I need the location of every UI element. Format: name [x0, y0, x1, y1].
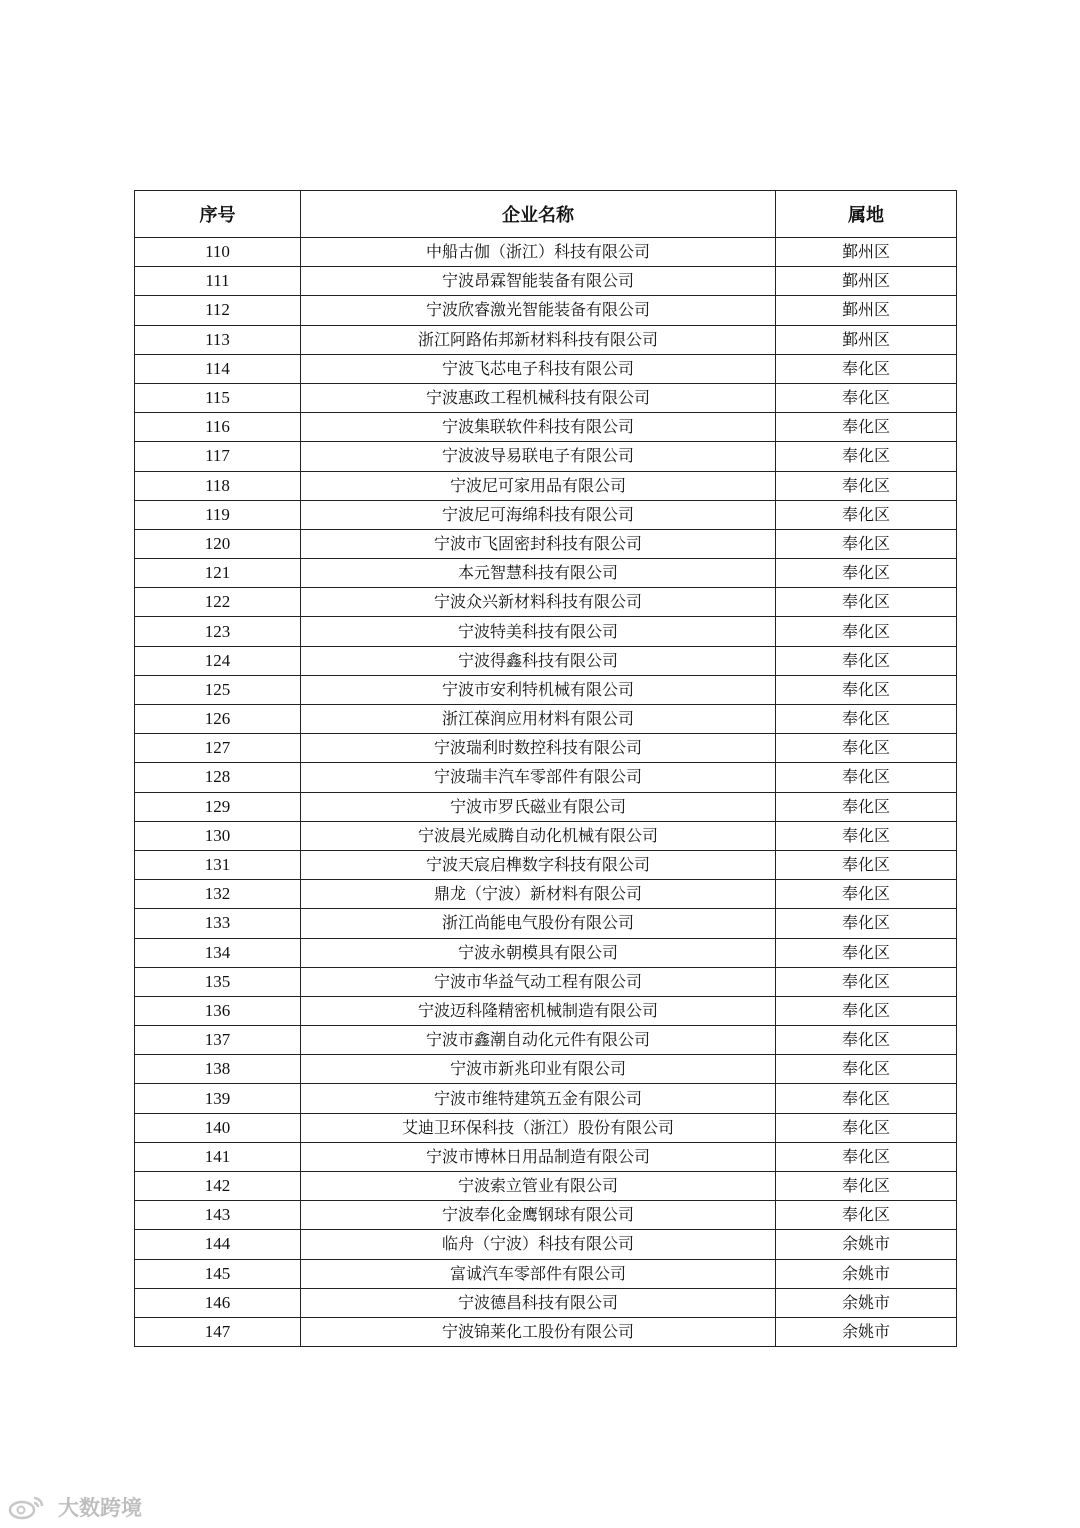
table-row	[135, 880, 957, 909]
cell-company-name: 宁波欣睿激光智能装备有限公司	[301, 296, 776, 325]
cell-company-name: 鼎龙（宁波）新材料有限公司	[301, 880, 776, 909]
cell-seq: 117	[135, 442, 301, 471]
cell-location: 余姚市	[776, 1230, 957, 1259]
cell-location: 奉化区	[776, 675, 957, 704]
cell-location: 奉化区	[776, 354, 957, 383]
cell-location: 奉化区	[776, 471, 957, 500]
cell-company-name: 艾迪卫环保科技（浙江）股份有限公司	[301, 1113, 776, 1142]
cell-company-name: 宁波市鑫潮自动化元件有限公司	[301, 1026, 776, 1055]
cell-company-name: 宁波天宸启榫数字科技有限公司	[301, 850, 776, 879]
table-row	[135, 500, 957, 529]
enterprise-table	[134, 190, 957, 1347]
cell-company-name: 宁波波导易联电子有限公司	[301, 442, 776, 471]
cell-location: 鄞州区	[776, 325, 957, 354]
table-row	[135, 909, 957, 938]
table-row	[135, 529, 957, 558]
cell-location: 奉化区	[776, 559, 957, 588]
cell-seq: 114	[135, 354, 301, 383]
cell-location: 奉化区	[776, 996, 957, 1025]
cell-location: 奉化区	[776, 734, 957, 763]
watermark-text: 大数跨境	[58, 1496, 142, 1520]
cell-location: 奉化区	[776, 413, 957, 442]
table-row	[135, 1055, 957, 1084]
cell-seq: 139	[135, 1084, 301, 1113]
header-company-name: 企业名称	[301, 191, 776, 238]
cell-location: 奉化区	[776, 792, 957, 821]
cell-seq: 111	[135, 267, 301, 296]
cell-company-name: 中船古伽（浙江）科技有限公司	[301, 238, 776, 267]
cell-location: 鄞州区	[776, 296, 957, 325]
cell-seq: 134	[135, 938, 301, 967]
cell-company-name: 浙江尚能电气股份有限公司	[301, 909, 776, 938]
cell-location: 奉化区	[776, 850, 957, 879]
table-row	[135, 967, 957, 996]
table-row	[135, 675, 957, 704]
cell-seq: 123	[135, 617, 301, 646]
cell-location: 奉化区	[776, 1142, 957, 1171]
table-row	[135, 238, 957, 267]
table-header-row	[135, 191, 957, 238]
enterprise-table-container	[134, 190, 956, 1347]
cell-company-name: 宁波瑞利时数控科技有限公司	[301, 734, 776, 763]
cell-location: 奉化区	[776, 588, 957, 617]
cell-company-name: 富诚汽车零部件有限公司	[301, 1259, 776, 1288]
cell-location: 奉化区	[776, 1084, 957, 1113]
cell-seq: 145	[135, 1259, 301, 1288]
table-row	[135, 1142, 957, 1171]
cell-location: 鄞州区	[776, 267, 957, 296]
table-row	[135, 734, 957, 763]
cell-location: 奉化区	[776, 529, 957, 558]
cell-company-name: 宁波集联软件科技有限公司	[301, 413, 776, 442]
table-row	[135, 646, 957, 675]
cell-location: 奉化区	[776, 821, 957, 850]
cell-seq: 118	[135, 471, 301, 500]
table-row	[135, 1026, 957, 1055]
weibo-logo-icon	[8, 1494, 52, 1520]
cell-seq: 130	[135, 821, 301, 850]
cell-company-name: 宁波市博林日用品制造有限公司	[301, 1142, 776, 1171]
cell-company-name: 宁波索立管业有限公司	[301, 1172, 776, 1201]
table-row	[135, 763, 957, 792]
table-row	[135, 267, 957, 296]
table-row	[135, 559, 957, 588]
cell-location: 奉化区	[776, 763, 957, 792]
table-row	[135, 1113, 957, 1142]
table-row	[135, 821, 957, 850]
cell-seq: 137	[135, 1026, 301, 1055]
cell-seq: 132	[135, 880, 301, 909]
table-row	[135, 325, 957, 354]
cell-seq: 112	[135, 296, 301, 325]
cell-seq: 144	[135, 1230, 301, 1259]
cell-location: 奉化区	[776, 909, 957, 938]
cell-company-name: 宁波迈科隆精密机械制造有限公司	[301, 996, 776, 1025]
cell-company-name: 宁波得鑫科技有限公司	[301, 646, 776, 675]
cell-location: 鄞州区	[776, 238, 957, 267]
cell-company-name: 宁波市安利特机械有限公司	[301, 675, 776, 704]
cell-seq: 138	[135, 1055, 301, 1084]
cell-company-name: 浙江阿路佑邦新材料科技有限公司	[301, 325, 776, 354]
cell-seq: 147	[135, 1317, 301, 1346]
cell-seq: 143	[135, 1201, 301, 1230]
cell-location: 余姚市	[776, 1259, 957, 1288]
table-row	[135, 354, 957, 383]
cell-seq: 142	[135, 1172, 301, 1201]
cell-company-name: 浙江葆润应用材料有限公司	[301, 705, 776, 734]
cell-company-name: 宁波飞芯电子科技有限公司	[301, 354, 776, 383]
table-row	[135, 850, 957, 879]
header-location: 属地	[776, 191, 957, 238]
cell-location: 余姚市	[776, 1317, 957, 1346]
cell-seq: 128	[135, 763, 301, 792]
cell-company-name: 宁波市新兆印业有限公司	[301, 1055, 776, 1084]
cell-location: 余姚市	[776, 1288, 957, 1317]
watermark	[8, 1492, 142, 1522]
cell-seq: 122	[135, 588, 301, 617]
cell-location: 奉化区	[776, 1055, 957, 1084]
cell-company-name: 宁波尼可海绵科技有限公司	[301, 500, 776, 529]
cell-location: 奉化区	[776, 1026, 957, 1055]
cell-location: 奉化区	[776, 967, 957, 996]
cell-seq: 141	[135, 1142, 301, 1171]
cell-company-name: 宁波瑞丰汽车零部件有限公司	[301, 763, 776, 792]
cell-location: 奉化区	[776, 646, 957, 675]
cell-seq: 113	[135, 325, 301, 354]
cell-seq: 135	[135, 967, 301, 996]
cell-seq: 133	[135, 909, 301, 938]
cell-location: 奉化区	[776, 705, 957, 734]
cell-seq: 125	[135, 675, 301, 704]
cell-location: 奉化区	[776, 1113, 957, 1142]
cell-seq: 116	[135, 413, 301, 442]
table-row	[135, 442, 957, 471]
cell-company-name: 宁波众兴新材料科技有限公司	[301, 588, 776, 617]
table-row	[135, 296, 957, 325]
cell-seq: 146	[135, 1288, 301, 1317]
cell-seq: 140	[135, 1113, 301, 1142]
cell-location: 奉化区	[776, 383, 957, 412]
cell-company-name: 本元智慧科技有限公司	[301, 559, 776, 588]
table-row	[135, 588, 957, 617]
table-row	[135, 792, 957, 821]
table-row	[135, 1317, 957, 1346]
cell-location: 奉化区	[776, 617, 957, 646]
cell-company-name: 宁波晨光威腾自动化机械有限公司	[301, 821, 776, 850]
cell-location: 奉化区	[776, 1201, 957, 1230]
cell-company-name: 宁波市飞固密封科技有限公司	[301, 529, 776, 558]
cell-location: 奉化区	[776, 1172, 957, 1201]
cell-company-name: 宁波昂霖智能装备有限公司	[301, 267, 776, 296]
cell-seq: 110	[135, 238, 301, 267]
cell-seq: 115	[135, 383, 301, 412]
cell-company-name: 宁波惠政工程机械科技有限公司	[301, 383, 776, 412]
cell-company-name: 宁波尼可家用品有限公司	[301, 471, 776, 500]
cell-company-name: 宁波永朝模具有限公司	[301, 938, 776, 967]
table-row	[135, 617, 957, 646]
cell-company-name: 宁波德昌科技有限公司	[301, 1288, 776, 1317]
table-row	[135, 383, 957, 412]
table-row	[135, 996, 957, 1025]
cell-seq: 126	[135, 705, 301, 734]
cell-seq: 127	[135, 734, 301, 763]
cell-location: 奉化区	[776, 500, 957, 529]
table-row	[135, 413, 957, 442]
table-row	[135, 938, 957, 967]
cell-seq: 136	[135, 996, 301, 1025]
table-body	[135, 238, 957, 1347]
table-row	[135, 1172, 957, 1201]
cell-company-name: 宁波市维特建筑五金有限公司	[301, 1084, 776, 1113]
table-row	[135, 471, 957, 500]
cell-company-name: 临舟（宁波）科技有限公司	[301, 1230, 776, 1259]
cell-seq: 131	[135, 850, 301, 879]
table-row	[135, 1201, 957, 1230]
table-row	[135, 1288, 957, 1317]
cell-location: 奉化区	[776, 938, 957, 967]
table-row	[135, 1259, 957, 1288]
table-row	[135, 1084, 957, 1113]
header-seq: 序号	[135, 191, 301, 238]
table-row	[135, 1230, 957, 1259]
cell-company-name: 宁波市华益气动工程有限公司	[301, 967, 776, 996]
cell-seq: 121	[135, 559, 301, 588]
table-row	[135, 705, 957, 734]
cell-seq: 124	[135, 646, 301, 675]
cell-company-name: 宁波特美科技有限公司	[301, 617, 776, 646]
cell-company-name: 宁波奉化金鹰钢球有限公司	[301, 1201, 776, 1230]
cell-seq: 119	[135, 500, 301, 529]
cell-location: 奉化区	[776, 880, 957, 909]
cell-location: 奉化区	[776, 442, 957, 471]
cell-company-name: 宁波市罗氏磁业有限公司	[301, 792, 776, 821]
cell-company-name: 宁波锦莱化工股份有限公司	[301, 1317, 776, 1346]
cell-seq: 129	[135, 792, 301, 821]
cell-seq: 120	[135, 529, 301, 558]
